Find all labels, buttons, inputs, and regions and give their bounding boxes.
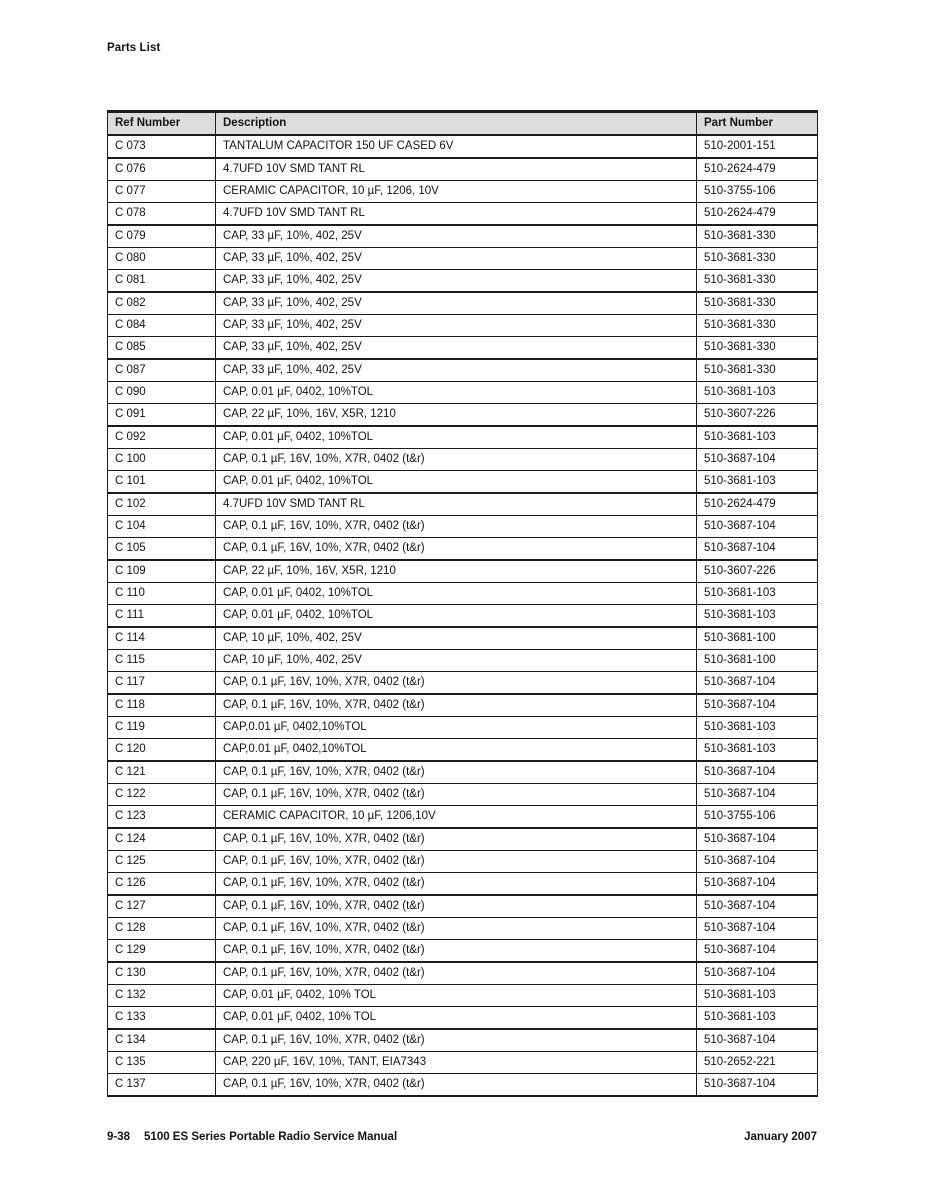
ref-number-cell: C 079	[108, 225, 216, 248]
ref-number-cell: C 119	[108, 717, 216, 739]
table-header-row	[108, 112, 818, 136]
table-row	[108, 203, 818, 226]
part-number-cell: 510-3681-330	[697, 315, 818, 337]
description-cell: CAP, 0.1 µF, 16V, 10%, X7R, 0402 (t&r)	[216, 918, 697, 940]
part-number-cell: 510-3607-226	[697, 404, 818, 427]
part-number-cell: 510-2624-479	[697, 158, 818, 181]
table-row	[108, 605, 818, 628]
description-cell: CAP, 0.1 µF, 16V, 10%, X7R, 0402 (t&r)	[216, 538, 697, 561]
table-row	[108, 627, 818, 650]
table-row	[108, 135, 818, 158]
part-number-cell: 510-3681-330	[697, 225, 818, 248]
ref-number-cell: C 100	[108, 449, 216, 471]
part-number-cell: 510-3681-100	[697, 627, 818, 650]
description-cell: CAP, 0.1 µF, 16V, 10%, X7R, 0402 (t&r)	[216, 672, 697, 695]
ref-number-cell: C 101	[108, 471, 216, 494]
ref-number-cell: C 078	[108, 203, 216, 226]
table-row	[108, 784, 818, 806]
description-cell: CAP, 220 µF, 16V, 10%, TANT, EIA7343	[216, 1052, 697, 1074]
table-row	[108, 359, 818, 382]
description-cell: CERAMIC CAPACITOR, 10 µF, 1206, 10V	[216, 181, 697, 203]
table-row	[108, 337, 818, 360]
description-cell: CAP, 33 µF, 10%, 402, 25V	[216, 270, 697, 293]
table-row	[108, 806, 818, 829]
description-cell: CAP, 33 µF, 10%, 402, 25V	[216, 315, 697, 337]
description-cell: CAP, 0.1 µF, 16V, 10%, X7R, 0402 (t&r)	[216, 940, 697, 963]
description-cell: CAP, 0.01 µF, 0402, 10%TOL	[216, 471, 697, 494]
description-cell: CAP, 33 µF, 10%, 402, 25V	[216, 225, 697, 248]
description-cell: CAP, 33 µF, 10%, 402, 25V	[216, 359, 697, 382]
table-row	[108, 315, 818, 337]
description-cell: CAP,0.01 µF, 0402,10%TOL	[216, 717, 697, 739]
ref-number-cell: C 122	[108, 784, 216, 806]
ref-number-cell: C 118	[108, 694, 216, 717]
ref-number-cell: C 082	[108, 292, 216, 315]
ref-number-cell: C 129	[108, 940, 216, 963]
table-row	[108, 426, 818, 449]
table-row	[108, 382, 818, 404]
part-number-cell: 510-3681-330	[697, 359, 818, 382]
description-cell: CAP, 0.1 µF, 16V, 10%, X7R, 0402 (t&r)	[216, 1029, 697, 1052]
table-row	[108, 672, 818, 695]
part-number-cell: 510-3681-100	[697, 650, 818, 672]
table-row	[108, 404, 818, 427]
part-number-cell: 510-3681-330	[697, 248, 818, 270]
table-body	[108, 135, 818, 1096]
table-header	[108, 112, 818, 136]
table-row	[108, 1029, 818, 1052]
ref-number-cell: C 081	[108, 270, 216, 293]
description-cell: CAP, 0.1 µF, 16V, 10%, X7R, 0402 (t&r)	[216, 962, 697, 985]
table-row	[108, 962, 818, 985]
ref-number-cell: C 123	[108, 806, 216, 829]
table-row	[108, 292, 818, 315]
column-header-part-number: Part Number	[697, 112, 818, 136]
ref-number-cell: C 091	[108, 404, 216, 427]
table-row	[108, 739, 818, 762]
ref-number-cell: C 110	[108, 583, 216, 605]
description-cell: CAP, 0.1 µF, 16V, 10%, X7R, 0402 (t&r)	[216, 449, 697, 471]
table-row	[108, 694, 818, 717]
table-row	[108, 449, 818, 471]
part-number-cell: 510-3687-104	[697, 828, 818, 851]
ref-number-cell: C 121	[108, 761, 216, 784]
description-cell: CAP, 33 µF, 10%, 402, 25V	[216, 337, 697, 360]
ref-number-cell: C 105	[108, 538, 216, 561]
part-number-cell: 510-3681-103	[697, 583, 818, 605]
part-number-cell: 510-3687-104	[697, 672, 818, 695]
part-number-cell: 510-3681-103	[697, 382, 818, 404]
part-number-cell: 510-3687-104	[697, 784, 818, 806]
ref-number-cell: C 127	[108, 895, 216, 918]
part-number-cell: 510-3687-104	[697, 1029, 818, 1052]
table-row	[108, 828, 818, 851]
description-cell: 4.7UFD 10V SMD TANT RL	[216, 203, 697, 226]
part-number-cell: 510-2001-151	[697, 135, 818, 158]
ref-number-cell: C 076	[108, 158, 216, 181]
table-row	[108, 181, 818, 203]
column-header-ref-number: Ref Number	[108, 112, 216, 136]
part-number-cell: 510-3687-104	[697, 895, 818, 918]
ref-number-cell: C 125	[108, 851, 216, 873]
table-row	[108, 851, 818, 873]
description-cell: CAP, 33 µF, 10%, 402, 25V	[216, 248, 697, 270]
ref-number-cell: C 077	[108, 181, 216, 203]
description-cell: CAP, 0.1 µF, 16V, 10%, X7R, 0402 (t&r)	[216, 828, 697, 851]
description-cell: TANTALUM CAPACITOR 150 UF CASED 6V	[216, 135, 697, 158]
table-row	[108, 1007, 818, 1030]
part-number-cell: 510-3687-104	[697, 761, 818, 784]
ref-number-cell: C 111	[108, 605, 216, 628]
table-row	[108, 985, 818, 1007]
part-number-cell: 510-3687-104	[697, 516, 818, 538]
table-row	[108, 1052, 818, 1074]
table-row	[108, 895, 818, 918]
description-cell: 4.7UFD 10V SMD TANT RL	[216, 158, 697, 181]
ref-number-cell: C 115	[108, 650, 216, 672]
table-row	[108, 560, 818, 583]
description-cell: CAP, 0.01 µF, 0402, 10%TOL	[216, 583, 697, 605]
ref-number-cell: C 114	[108, 627, 216, 650]
description-cell: CAP, 0.01 µF, 0402, 10%TOL	[216, 605, 697, 628]
footer-date: January 2007	[744, 1131, 817, 1143]
table-row	[108, 650, 818, 672]
description-cell: CERAMIC CAPACITOR, 10 µF, 1206,10V	[216, 806, 697, 829]
ref-number-cell: C 087	[108, 359, 216, 382]
description-cell: CAP, 0.1 µF, 16V, 10%, X7R, 0402 (t&r)	[216, 851, 697, 873]
ref-number-cell: C 117	[108, 672, 216, 695]
part-number-cell: 510-3687-104	[697, 851, 818, 873]
part-number-cell: 510-2624-479	[697, 493, 818, 516]
part-number-cell: 510-3687-104	[697, 918, 818, 940]
part-number-cell: 510-3681-103	[697, 426, 818, 449]
table-row	[108, 225, 818, 248]
description-cell: CAP, 0.1 µF, 16V, 10%, X7R, 0402 (t&r)	[216, 516, 697, 538]
part-number-cell: 510-3681-330	[697, 270, 818, 293]
ref-number-cell: C 128	[108, 918, 216, 940]
column-header-description: Description	[216, 112, 697, 136]
description-cell: CAP, 0.1 µF, 16V, 10%, X7R, 0402 (t&r)	[216, 1074, 697, 1097]
description-cell: CAP, 10 µF, 10%, 402, 25V	[216, 650, 697, 672]
part-number-cell: 510-3681-103	[697, 717, 818, 739]
ref-number-cell: C 109	[108, 560, 216, 583]
part-number-cell: 510-3681-103	[697, 985, 818, 1007]
ref-number-cell: C 137	[108, 1074, 216, 1097]
part-number-cell: 510-3681-330	[697, 337, 818, 360]
ref-number-cell: C 120	[108, 739, 216, 762]
part-number-cell: 510-3687-104	[697, 538, 818, 561]
part-number-cell: 510-3687-104	[697, 940, 818, 963]
part-number-cell: 510-3681-103	[697, 471, 818, 494]
footer-page-number: 9-38	[107, 1131, 131, 1143]
ref-number-cell: C 134	[108, 1029, 216, 1052]
description-cell: CAP, 0.1 µF, 16V, 10%, X7R, 0402 (t&r)	[216, 694, 697, 717]
part-number-cell: 510-3687-104	[697, 962, 818, 985]
description-cell: CAP, 0.01 µF, 0402, 10%TOL	[216, 382, 697, 404]
part-number-cell: 510-2624-479	[697, 203, 818, 226]
description-cell: CAP, 22 µF, 10%, 16V, X5R, 1210	[216, 404, 697, 427]
table-row	[108, 1074, 818, 1097]
table-row	[108, 761, 818, 784]
ref-number-cell: C 124	[108, 828, 216, 851]
table-row	[108, 493, 818, 516]
description-cell: CAP, 0.01 µF, 0402, 10% TOL	[216, 985, 697, 1007]
part-number-cell: 510-3681-103	[697, 1007, 818, 1030]
page-footer	[107, 1131, 817, 1143]
ref-number-cell: C 135	[108, 1052, 216, 1074]
part-number-cell: 510-3687-104	[697, 449, 818, 471]
table-row	[108, 583, 818, 605]
table-row	[108, 538, 818, 561]
ref-number-cell: C 130	[108, 962, 216, 985]
ref-number-cell: C 080	[108, 248, 216, 270]
description-cell: 4.7UFD 10V SMD TANT RL	[216, 493, 697, 516]
ref-number-cell: C 133	[108, 1007, 216, 1030]
ref-number-cell: C 102	[108, 493, 216, 516]
description-cell: CAP, 0.01 µF, 0402, 10% TOL	[216, 1007, 697, 1030]
description-cell: CAP, 0.01 µF, 0402, 10%TOL	[216, 426, 697, 449]
footer-manual-title: 5100 ES Series Portable Radio Service Manual	[144, 1131, 398, 1143]
table-row	[108, 471, 818, 494]
description-cell: CAP, 0.1 µF, 16V, 10%, X7R, 0402 (t&r)	[216, 761, 697, 784]
part-number-cell: 510-3607-226	[697, 560, 818, 583]
ref-number-cell: C 104	[108, 516, 216, 538]
part-number-cell: 510-3681-103	[697, 739, 818, 762]
description-cell: CAP, 0.1 µF, 16V, 10%, X7R, 0402 (t&r)	[216, 873, 697, 896]
table-row	[108, 940, 818, 963]
part-number-cell: 510-3755-106	[697, 806, 818, 829]
table-row	[108, 717, 818, 739]
table-row	[108, 516, 818, 538]
part-number-cell: 510-3687-104	[697, 1074, 818, 1097]
table-row	[108, 873, 818, 896]
table-row	[108, 248, 818, 270]
ref-number-cell: C 073	[108, 135, 216, 158]
ref-number-cell: C 092	[108, 426, 216, 449]
part-number-cell: 510-3755-106	[697, 181, 818, 203]
description-cell: CAP, 33 µF, 10%, 402, 25V	[216, 292, 697, 315]
table-row	[108, 270, 818, 293]
ref-number-cell: C 085	[108, 337, 216, 360]
part-number-cell: 510-3681-103	[697, 605, 818, 628]
table-row	[108, 918, 818, 940]
table-row	[108, 158, 818, 181]
description-cell: CAP,0.01 µF, 0402,10%TOL	[216, 739, 697, 762]
part-number-cell: 510-3681-330	[697, 292, 818, 315]
page-header-label: Parts List	[107, 42, 161, 54]
description-cell: CAP, 0.1 µF, 16V, 10%, X7R, 0402 (t&r)	[216, 895, 697, 918]
parts-table	[107, 110, 818, 1097]
description-cell: CAP, 0.1 µF, 16V, 10%, X7R, 0402 (t&r)	[216, 784, 697, 806]
ref-number-cell: C 084	[108, 315, 216, 337]
ref-number-cell: C 090	[108, 382, 216, 404]
ref-number-cell: C 126	[108, 873, 216, 896]
part-number-cell: 510-3687-104	[697, 873, 818, 896]
description-cell: CAP, 10 µF, 10%, 402, 25V	[216, 627, 697, 650]
description-cell: CAP, 22 µF, 10%, 16V, X5R, 1210	[216, 560, 697, 583]
part-number-cell: 510-3687-104	[697, 694, 818, 717]
ref-number-cell: C 132	[108, 985, 216, 1007]
part-number-cell: 510-2652-221	[697, 1052, 818, 1074]
